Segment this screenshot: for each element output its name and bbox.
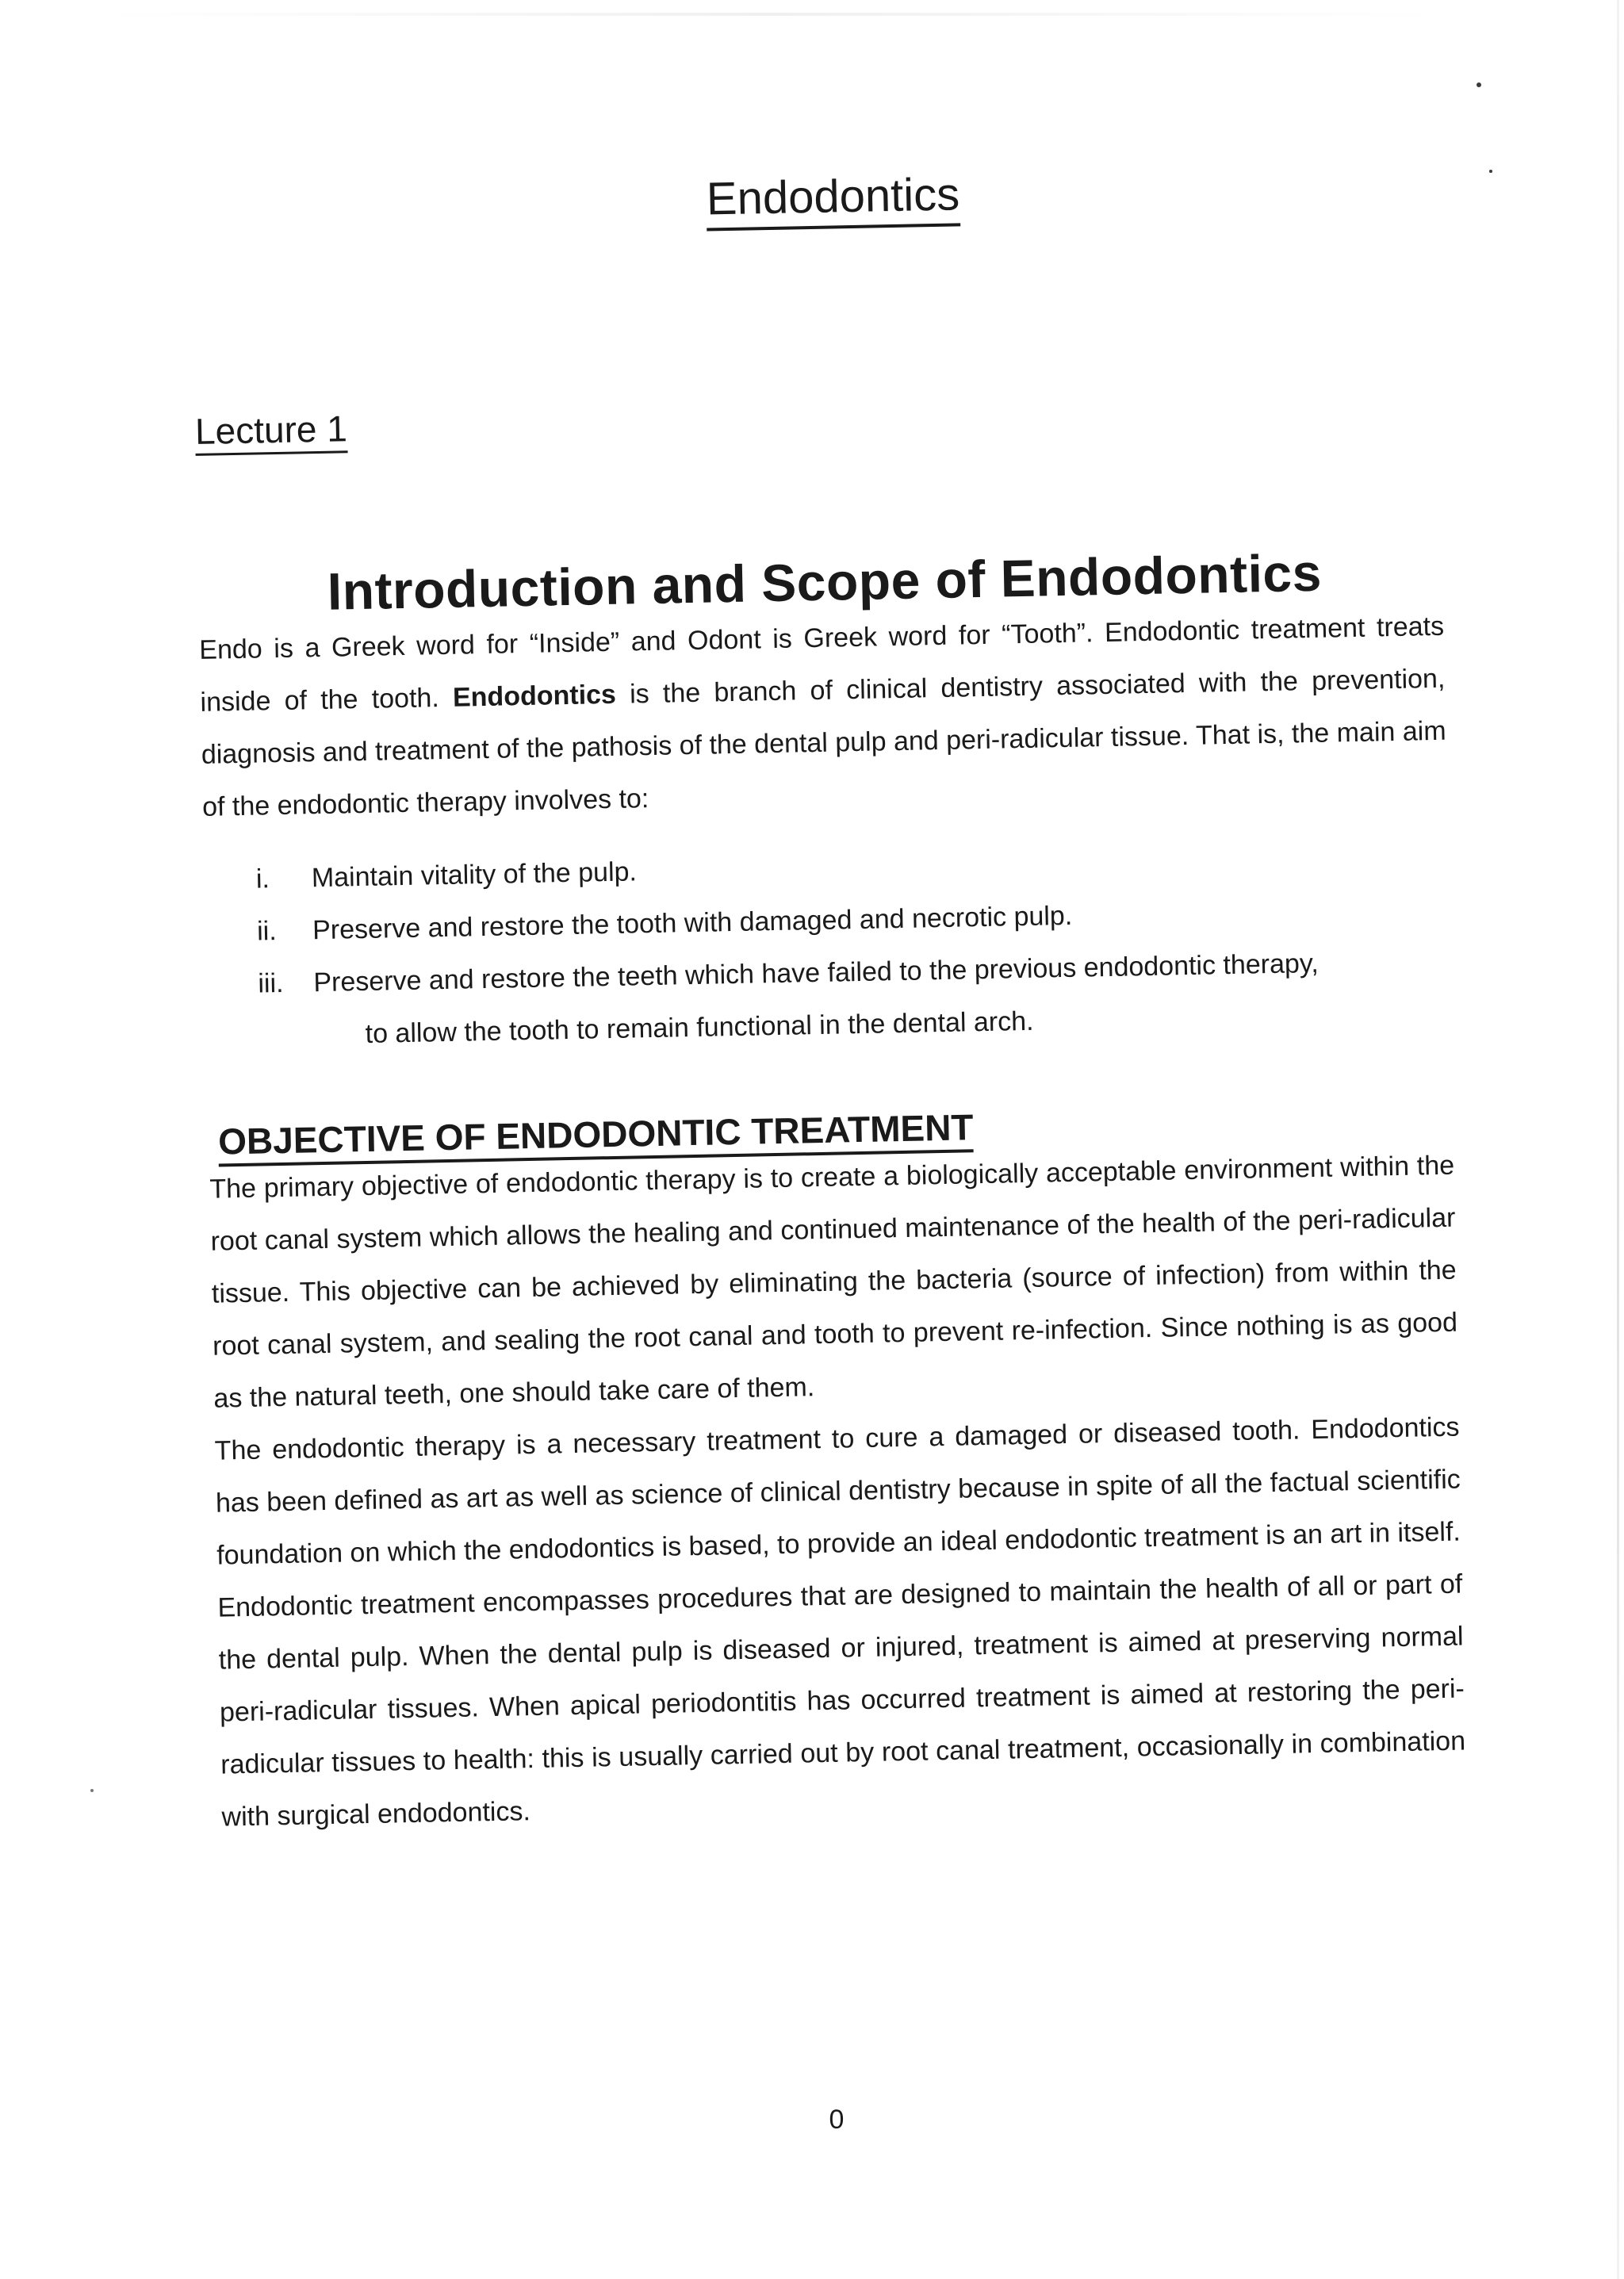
bold-term-endodontics: Endodontics <box>452 679 617 713</box>
list-item-text: Maintain vitality of the pulp. <box>311 856 638 894</box>
list-item-number: iii. <box>258 967 284 999</box>
aims-list <box>203 830 1452 1063</box>
objective-paragraph-2: The endodontic therapy is a necessary treatment to cure a damaged or diseased tooth. Endodontics has been defined as art as well as science of clinical dentistry because in spite of all the factual scientific foundation on which the endodontics is based, to provide an ideal endodontic treatment is an art in itself. <box>214 1411 1461 1571</box>
lecture-label: Lecture 1 <box>195 386 1441 453</box>
list-item-text: Preserve and restore the teeth which have failed to the previous endodontic therapy, to allow the tooth to remain functional in the dental arch. <box>313 935 1452 1062</box>
intro-paragraph: Endo is a Greek word for “Inside” and Odont is Greek word for “Tooth”. Endodontic treatment treats inside of the tooth. Endodontics is the branch of clinical dentistry associated with the prevention, diagnosis and treatment of the pathosis of the dental pulp and peri-radicular tissue. That is, the main aim of the endodontic therapy involves to: <box>198 611 1446 822</box>
scan-edge-shadow-right <box>1617 0 1619 2279</box>
scan-edge-shadow-top <box>95 13 1443 16</box>
document-title: Endodontics <box>190 159 1436 236</box>
document-body <box>190 159 1467 1844</box>
scan-speck <box>1477 82 1481 87</box>
page-number: 0 <box>829 2105 845 2135</box>
objective-paragraph-3: Endodontic treatment encompasses procedures that are designed to maintain the health of all or part of the dental pulp. When the dental pulp is diseased or injured, treatment is aimed at preserving normal peri-radicular tissues. When apical periodontitis has occurred treatment is aimed at restoring the peri-radicular tissues to health: this is usually carried out by root canal treatment, occasionally in combination with surgical endodontics. <box>217 1568 1466 1833</box>
scan-speck <box>90 1789 94 1792</box>
list-item-number: ii. <box>256 916 278 947</box>
objective-paragraph-1: The primary objective of endodontic therapy is to create a biologically acceptable environment within the root canal system which allows the healing and continued maintenance of the health of the peri-radicular tissue. This objective can be achieved by eliminating the bacteria (source of infection) from within the root canal system, and sealing the root canal and tooth to prevent re-infection. Since nothing is as good as the natural teeth, one should take care of them. <box>209 1150 1458 1414</box>
list-item-continuation: to allow the tooth to remain functional in the dental arch. <box>365 1005 1034 1049</box>
objective-heading: OBJECTIVE OF ENDODONTIC TREATMENT <box>218 1097 1454 1163</box>
list-item-number: i. <box>255 864 270 894</box>
list-item-text: Preserve and restore the tooth with damaged and necrotic pulp. <box>312 900 1073 946</box>
main-heading: Introduction and Scope of Endodontics <box>327 542 1323 621</box>
scan-speck <box>1489 170 1492 173</box>
